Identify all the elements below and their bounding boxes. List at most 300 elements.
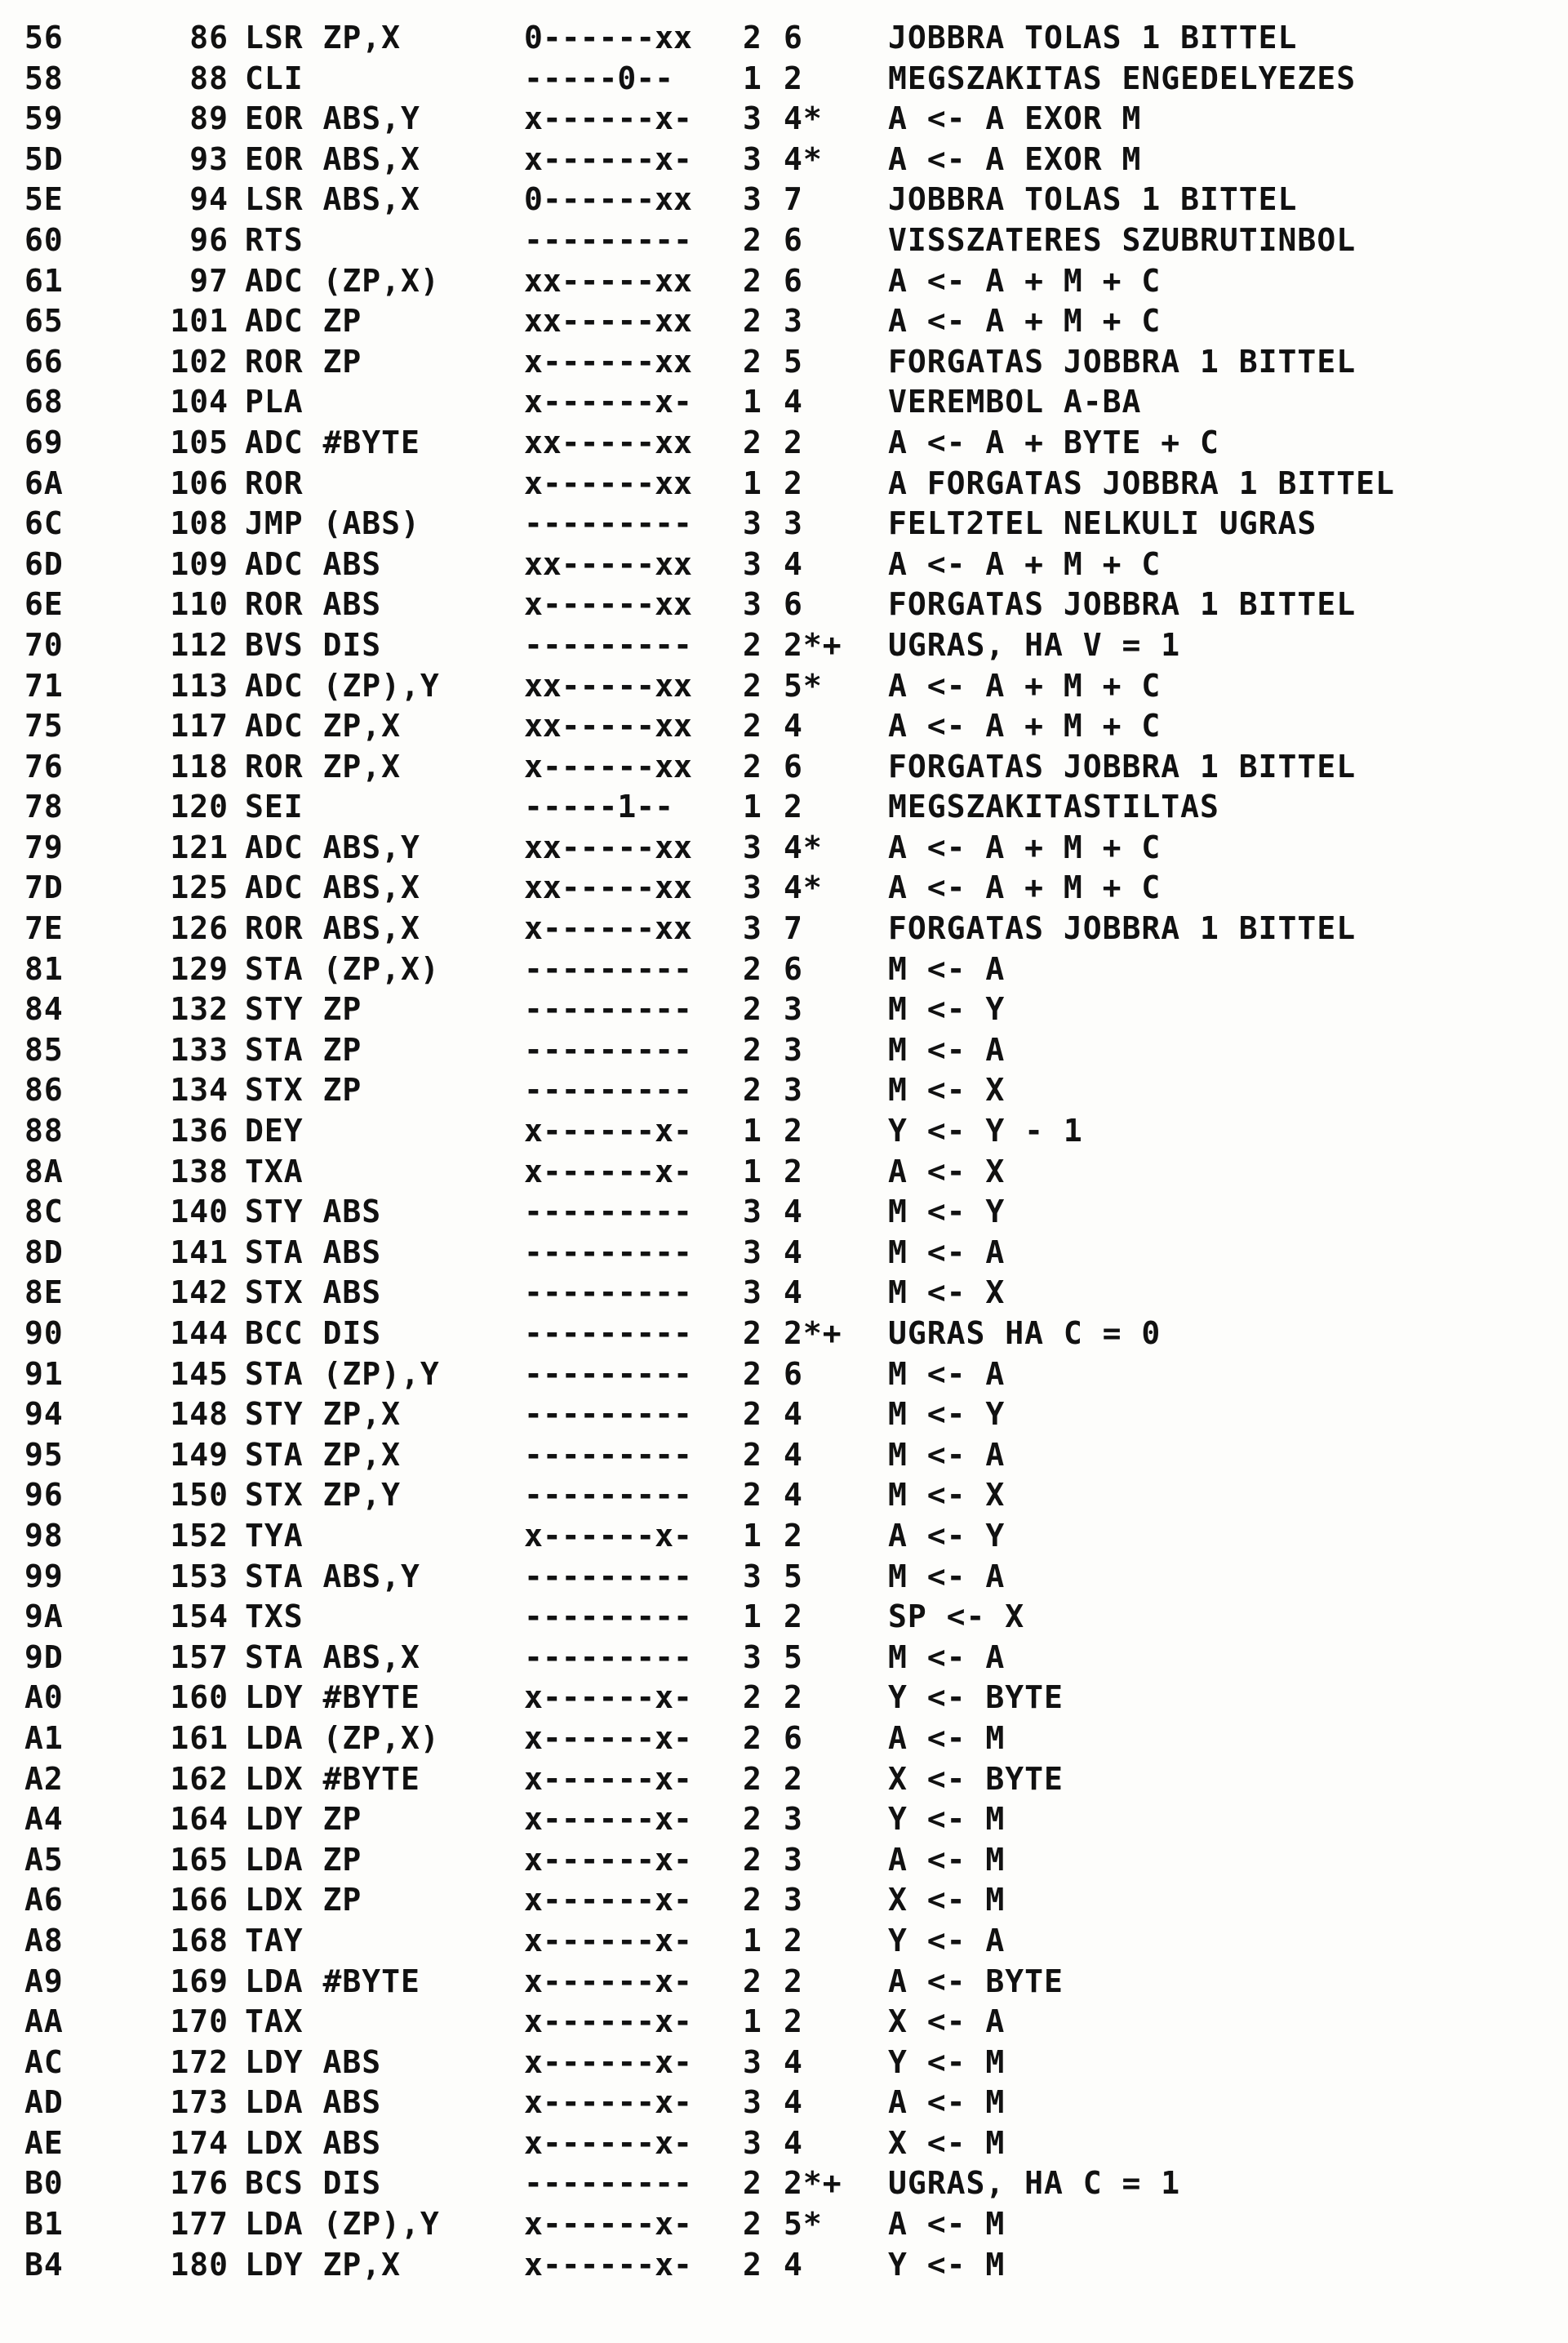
cycle-count: 3 (784, 1031, 803, 1068)
flags: xx-----xx (524, 708, 692, 745)
opcode-dec: 109 (170, 545, 229, 582)
opcode-dec: 129 (170, 950, 229, 987)
cycle-count: 2 (784, 1113, 803, 1149)
flags: xx-----xx (524, 303, 692, 340)
opcode-dec: 177 (170, 2206, 229, 2243)
opcode-hex: 95 (24, 1436, 64, 1473)
opcode-hex: B1 (24, 2206, 64, 2243)
description: M <- Y (888, 1194, 1006, 1230)
cycle-count: 4 (784, 1234, 803, 1270)
opcode-dec: 173 (170, 2084, 229, 2121)
description: M <- X (888, 1477, 1006, 1514)
byte-length: 3 (743, 100, 762, 137)
description: X <- M (888, 1882, 1006, 1918)
description: A <- M (888, 2206, 1006, 2243)
opcode-dec: 172 (170, 2043, 229, 2080)
cycle-count: 2 (784, 1922, 803, 1958)
opcode-dec: 148 (170, 1396, 229, 1433)
instruction: BCC DIS (245, 1315, 382, 1351)
table-row (24, 2123, 1559, 2164)
cycle-count: 6 (784, 748, 803, 785)
description: M <- Y (888, 991, 1006, 1028)
instruction: STA ZP,X (245, 1436, 402, 1473)
opcode-hex: A6 (24, 1882, 64, 1918)
byte-length: 3 (743, 545, 762, 582)
instruction: STY ZP,X (245, 1396, 402, 1433)
description: UGRAS, HA C = 1 (888, 2165, 1181, 2202)
cycle-count: 4 (784, 2043, 803, 2080)
opcode-hex: 7E (24, 910, 64, 947)
opcode-dec: 150 (170, 1477, 229, 1514)
instruction: CLI (245, 60, 304, 96)
flags: -----1-- (524, 789, 674, 825)
table-row (24, 423, 1559, 464)
instruction: TAY (245, 1922, 304, 1958)
opcode-hex: 65 (24, 303, 64, 340)
table-row (24, 868, 1559, 909)
cycle-count: 6 (784, 586, 803, 623)
cycle-count: 4* (784, 829, 823, 865)
cycle-count: 3 (784, 1841, 803, 1878)
table-row (24, 1070, 1559, 1111)
table-row (24, 2204, 1559, 2245)
description: M <- A (888, 1558, 1006, 1594)
byte-length: 2 (743, 424, 762, 460)
table-row (24, 301, 1559, 342)
instruction: LDA (ZP),Y (245, 2206, 440, 2243)
byte-length: 1 (743, 384, 762, 420)
instruction: ROR ABS,X (245, 910, 420, 947)
flags: --------- (524, 505, 692, 542)
opcode-dec: 174 (170, 2124, 229, 2161)
table-row (24, 1435, 1559, 1476)
description: X <- M (888, 2124, 1006, 2161)
cycle-count: 4 (784, 708, 803, 745)
byte-length: 3 (743, 181, 762, 218)
table-row (24, 706, 1559, 747)
flags: x------x- (524, 1841, 692, 1878)
flags: --------- (524, 2165, 692, 2202)
flags: --------- (524, 1031, 692, 1068)
table-row (24, 666, 1559, 707)
cycle-count: 6 (784, 221, 803, 258)
flags: x------x- (524, 1801, 692, 1838)
flags: --------- (524, 950, 692, 987)
byte-length: 2 (743, 1396, 762, 1433)
table-row (24, 2043, 1559, 2083)
instruction: STX ZP (245, 1072, 362, 1109)
cycle-count: 2*+ (784, 2165, 842, 2202)
cycle-count: 7 (784, 910, 803, 947)
byte-length: 2 (743, 1719, 762, 1756)
instruction: TXA (245, 1153, 304, 1189)
instruction: STA ABS,Y (245, 1558, 420, 1594)
opcode-hex: 6A (24, 465, 64, 501)
description: A <- A + BYTE + C (888, 424, 1219, 460)
byte-length: 1 (743, 2003, 762, 2040)
flags: x------x- (524, 2246, 692, 2283)
byte-length: 1 (743, 1113, 762, 1149)
description: JOBBRA TOLAS 1 BITTEL (888, 20, 1298, 56)
flags: --------- (524, 1194, 692, 1230)
opcode-hex: 66 (24, 343, 64, 380)
table-row (24, 625, 1559, 666)
byte-length: 3 (743, 910, 762, 947)
description: M <- A (888, 1436, 1006, 1473)
instruction: EOR ABS,Y (245, 100, 420, 137)
byte-length: 2 (743, 748, 762, 785)
instruction: STX ZP,Y (245, 1477, 402, 1514)
instruction: LDY ZP,X (245, 2246, 402, 2283)
cycle-count: 2 (784, 1517, 803, 1554)
opcode-dec: 141 (170, 1234, 229, 1270)
opcode-hex: A5 (24, 1841, 64, 1878)
description: A <- A + M + C (888, 829, 1162, 865)
byte-length: 2 (743, 2165, 762, 2202)
byte-length: 2 (743, 262, 762, 299)
cycle-count: 4 (784, 2246, 803, 2283)
opcode-hex: 6E (24, 586, 64, 623)
opcode-dec: 170 (170, 2003, 229, 2040)
flags: xx-----xx (524, 424, 692, 460)
opcode-hex: 94 (24, 1396, 64, 1433)
byte-length: 3 (743, 140, 762, 177)
instruction: LDY #BYTE (245, 1679, 420, 1716)
opcode-dec: 104 (170, 384, 229, 420)
table-row (24, 1152, 1559, 1193)
opcode-dec: 94 (189, 181, 229, 218)
opcode-dec: 176 (170, 2165, 229, 2202)
byte-length: 2 (743, 1031, 762, 1068)
opcode-dec: 97 (189, 262, 229, 299)
table-row (24, 989, 1559, 1030)
opcode-dec: 86 (189, 20, 229, 56)
opcode-dec: 93 (189, 140, 229, 177)
description: UGRAS HA C = 0 (888, 1315, 1162, 1351)
cycle-count: 5* (784, 2206, 823, 2243)
cycle-count: 2 (784, 424, 803, 460)
table-row (24, 1718, 1559, 1759)
flags: x------x- (524, 2084, 692, 2121)
opcode-hex: 90 (24, 1315, 64, 1351)
opcode-hex: 59 (24, 100, 64, 137)
table-row (24, 140, 1559, 180)
byte-length: 3 (743, 2124, 762, 2161)
cycle-count: 4 (784, 1436, 803, 1473)
table-row (24, 1962, 1559, 2003)
cycle-count: 4 (784, 1194, 803, 1230)
instruction: SEI (245, 789, 304, 825)
table-row (24, 747, 1559, 788)
instruction: ROR ABS (245, 586, 382, 623)
byte-length: 2 (743, 1072, 762, 1109)
flags: x------x- (524, 2206, 692, 2243)
opcode-dec: 102 (170, 343, 229, 380)
instruction: ADC ABS (245, 545, 382, 582)
cycle-count: 7 (784, 181, 803, 218)
flags: --------- (524, 1355, 692, 1392)
byte-length: 2 (743, 343, 762, 380)
description: A <- A + M + C (888, 667, 1162, 704)
opcode-hex: 9D (24, 1638, 64, 1675)
description: M <- X (888, 1072, 1006, 1109)
cycle-count: 2 (784, 2003, 803, 2040)
opcode-dec: 121 (170, 829, 229, 865)
byte-length: 3 (743, 586, 762, 623)
opcode-hex: 91 (24, 1355, 64, 1392)
opcode-dec: 106 (170, 465, 229, 501)
cycle-count: 2 (784, 1153, 803, 1189)
cycle-count: 5* (784, 667, 823, 704)
instruction: STA ABS,X (245, 1638, 420, 1675)
byte-length: 2 (743, 20, 762, 56)
opcode-hex: AE (24, 2124, 64, 2161)
instruction: RTS (245, 221, 304, 258)
byte-length: 3 (743, 829, 762, 865)
description: VEREMBOL A-BA (888, 384, 1142, 420)
opcode-dec: 96 (189, 221, 229, 258)
cycle-count: 2*+ (784, 1315, 842, 1351)
description: A <- A + M + C (888, 545, 1162, 582)
opcode-dec: 101 (170, 303, 229, 340)
table-row (24, 545, 1559, 585)
byte-length: 1 (743, 465, 762, 501)
instruction: TAX (245, 2003, 304, 2040)
table-row (24, 99, 1559, 140)
cycle-count: 2 (784, 1598, 803, 1635)
table-row (24, 2083, 1559, 2123)
byte-length: 1 (743, 1922, 762, 1958)
table-row (24, 1557, 1559, 1598)
opcode-dec: 154 (170, 1598, 229, 1635)
opcode-hex: 76 (24, 748, 64, 785)
instruction: LDX #BYTE (245, 1760, 420, 1797)
cycle-count: 6 (784, 262, 803, 299)
flags: x------xx (524, 586, 692, 623)
cycle-count: 2 (784, 1760, 803, 1797)
cycle-count: 2 (784, 465, 803, 501)
instruction: LDA (ZP,X) (245, 1719, 440, 1756)
opcode-hex: 6D (24, 545, 64, 582)
table-row (24, 59, 1559, 100)
instruction: PLA (245, 384, 304, 420)
opcode-hex: 8A (24, 1153, 64, 1189)
description: Y <- M (888, 1801, 1006, 1838)
table-row (24, 1314, 1559, 1354)
opcode-hex: A4 (24, 1801, 64, 1838)
byte-length: 2 (743, 667, 762, 704)
byte-length: 2 (743, 1436, 762, 1473)
table-row (24, 2002, 1559, 2043)
instruction: LDA ABS (245, 2084, 382, 2121)
opcode-dec: 142 (170, 1274, 229, 1311)
instruction: LDA #BYTE (245, 1963, 420, 1999)
opcode-dec: 160 (170, 1679, 229, 1716)
opcode-dec: 110 (170, 586, 229, 623)
cycle-count: 4 (784, 384, 803, 420)
flags: --------- (524, 1072, 692, 1109)
description: FORGATAS JOBBRA 1 BITTEL (888, 586, 1357, 623)
byte-length: 1 (743, 789, 762, 825)
instruction: ROR ZP (245, 343, 362, 380)
byte-length: 2 (743, 1963, 762, 1999)
description: A <- A + M + C (888, 303, 1162, 340)
description: MEGSZAKITASTILTAS (888, 789, 1219, 825)
flags: x------x- (524, 2003, 692, 2040)
opcode-hex: 99 (24, 1558, 64, 1594)
cycle-count: 5 (784, 1638, 803, 1675)
opcode-hex: 68 (24, 384, 64, 420)
opcode-hex: 56 (24, 20, 64, 56)
flags: x------x- (524, 140, 692, 177)
byte-length: 2 (743, 991, 762, 1028)
instruction: EOR ABS,X (245, 140, 420, 177)
byte-length: 2 (743, 950, 762, 987)
cycle-count: 3 (784, 505, 803, 542)
table-row (24, 464, 1559, 505)
cycle-count: 4 (784, 1274, 803, 1311)
flags: xx-----xx (524, 829, 692, 865)
description: FORGATAS JOBBRA 1 BITTEL (888, 910, 1357, 947)
description: Y <- M (888, 2246, 1006, 2283)
description: A <- M (888, 2084, 1006, 2121)
opcode-dec: 88 (189, 60, 229, 96)
table-row (24, 261, 1559, 302)
instruction: LSR ABS,X (245, 181, 420, 218)
description: SP <- X (888, 1598, 1025, 1635)
description: X <- A (888, 2003, 1006, 2040)
opcode-hex: AD (24, 2084, 64, 2121)
flags: x------x- (524, 384, 692, 420)
table-row (24, 180, 1559, 220)
table-row (24, 1597, 1559, 1638)
flags: --------- (524, 991, 692, 1028)
instruction: TXS (245, 1598, 304, 1635)
instruction: TYA (245, 1517, 304, 1554)
byte-length: 1 (743, 1517, 762, 1554)
table-row (24, 1273, 1559, 1314)
byte-length: 3 (743, 1558, 762, 1594)
instruction: ADC #BYTE (245, 424, 420, 460)
opcode-dec: 120 (170, 789, 229, 825)
cycle-count: 4* (784, 100, 823, 137)
table-row (24, 220, 1559, 261)
flags: x------xx (524, 748, 692, 785)
flags: --------- (524, 1234, 692, 1270)
byte-length: 3 (743, 1194, 762, 1230)
description: X <- BYTE (888, 1760, 1064, 1797)
cycle-count: 5 (784, 343, 803, 380)
description: A <- M (888, 1719, 1006, 1756)
opcode-hex: A8 (24, 1922, 64, 1958)
instruction: ROR (245, 465, 304, 501)
flags: --------- (524, 1436, 692, 1473)
opcode-hex: 86 (24, 1072, 64, 1109)
instruction: ADC ABS,X (245, 869, 420, 906)
flags: x------x- (524, 1760, 692, 1797)
flags: x------x- (524, 1517, 692, 1554)
table-row (24, 1880, 1559, 1921)
byte-length: 3 (743, 505, 762, 542)
description: A FORGATAS JOBBRA 1 BITTEL (888, 465, 1395, 501)
opcode-hex: 61 (24, 262, 64, 299)
opcode-dec: 144 (170, 1315, 229, 1351)
opcode-dec: 133 (170, 1031, 229, 1068)
instruction: BVS DIS (245, 626, 382, 663)
cycle-count: 6 (784, 1355, 803, 1392)
opcode-hex: 69 (24, 424, 64, 460)
instruction: ROR ZP,X (245, 748, 402, 785)
byte-length: 3 (743, 869, 762, 906)
flags: xx-----xx (524, 667, 692, 704)
byte-length: 2 (743, 221, 762, 258)
opcode-hex: B0 (24, 2165, 64, 2202)
byte-length: 2 (743, 1760, 762, 1797)
opcode-hex: 75 (24, 708, 64, 745)
description: Y <- A (888, 1922, 1006, 1958)
opcode-hex: 85 (24, 1031, 64, 1068)
table-row (24, 585, 1559, 625)
opcode-dec: 153 (170, 1558, 229, 1594)
instruction: JMP (ABS) (245, 505, 420, 542)
opcode-hex: 8D (24, 1234, 64, 1270)
cycle-count: 4 (784, 545, 803, 582)
instruction: LSR ZP,X (245, 20, 402, 56)
table-row (24, 1799, 1559, 1840)
description: M <- A (888, 1355, 1006, 1392)
table-row (24, 1192, 1559, 1233)
opcode-dec: 166 (170, 1882, 229, 1918)
opcode-dec: 180 (170, 2246, 229, 2283)
instruction: STX ABS (245, 1274, 382, 1311)
instruction: ADC ABS,Y (245, 829, 420, 865)
byte-length: 3 (743, 1274, 762, 1311)
cycle-count: 3 (784, 1882, 803, 1918)
table-row (24, 2245, 1559, 2286)
opcode-hex: 96 (24, 1477, 64, 1514)
flags: xx-----xx (524, 869, 692, 906)
table-row (24, 342, 1559, 383)
flags: --------- (524, 1396, 692, 1433)
flags: x------xx (524, 343, 692, 380)
description: MEGSZAKITAS ENGEDELYEZES (888, 60, 1357, 96)
cycle-count: 2 (784, 1679, 803, 1716)
description: M <- Y (888, 1396, 1006, 1433)
byte-length: 2 (743, 1355, 762, 1392)
opcode-dec: 108 (170, 505, 229, 542)
instruction: STA ABS (245, 1234, 382, 1270)
opcode-dec: 117 (170, 708, 229, 745)
flags: --------- (524, 1315, 692, 1351)
byte-length: 3 (743, 2043, 762, 2080)
instruction: STA (ZP,X) (245, 950, 440, 987)
flags: 0------xx (524, 20, 692, 56)
description: M <- A (888, 1031, 1006, 1068)
instruction: ADC (ZP),Y (245, 667, 440, 704)
cycle-count: 4 (784, 2084, 803, 2121)
opcode-hex: 71 (24, 667, 64, 704)
opcode-hex: 6C (24, 505, 64, 542)
opcode-dec: 162 (170, 1760, 229, 1797)
opcode-hex: AA (24, 2003, 64, 2040)
description: M <- X (888, 1274, 1006, 1311)
flags: --------- (524, 1477, 692, 1514)
opcode-hex: 8E (24, 1274, 64, 1311)
table-row (24, 1840, 1559, 1881)
cycle-count: 4 (784, 1396, 803, 1433)
byte-length: 2 (743, 626, 762, 663)
byte-length: 2 (743, 303, 762, 340)
